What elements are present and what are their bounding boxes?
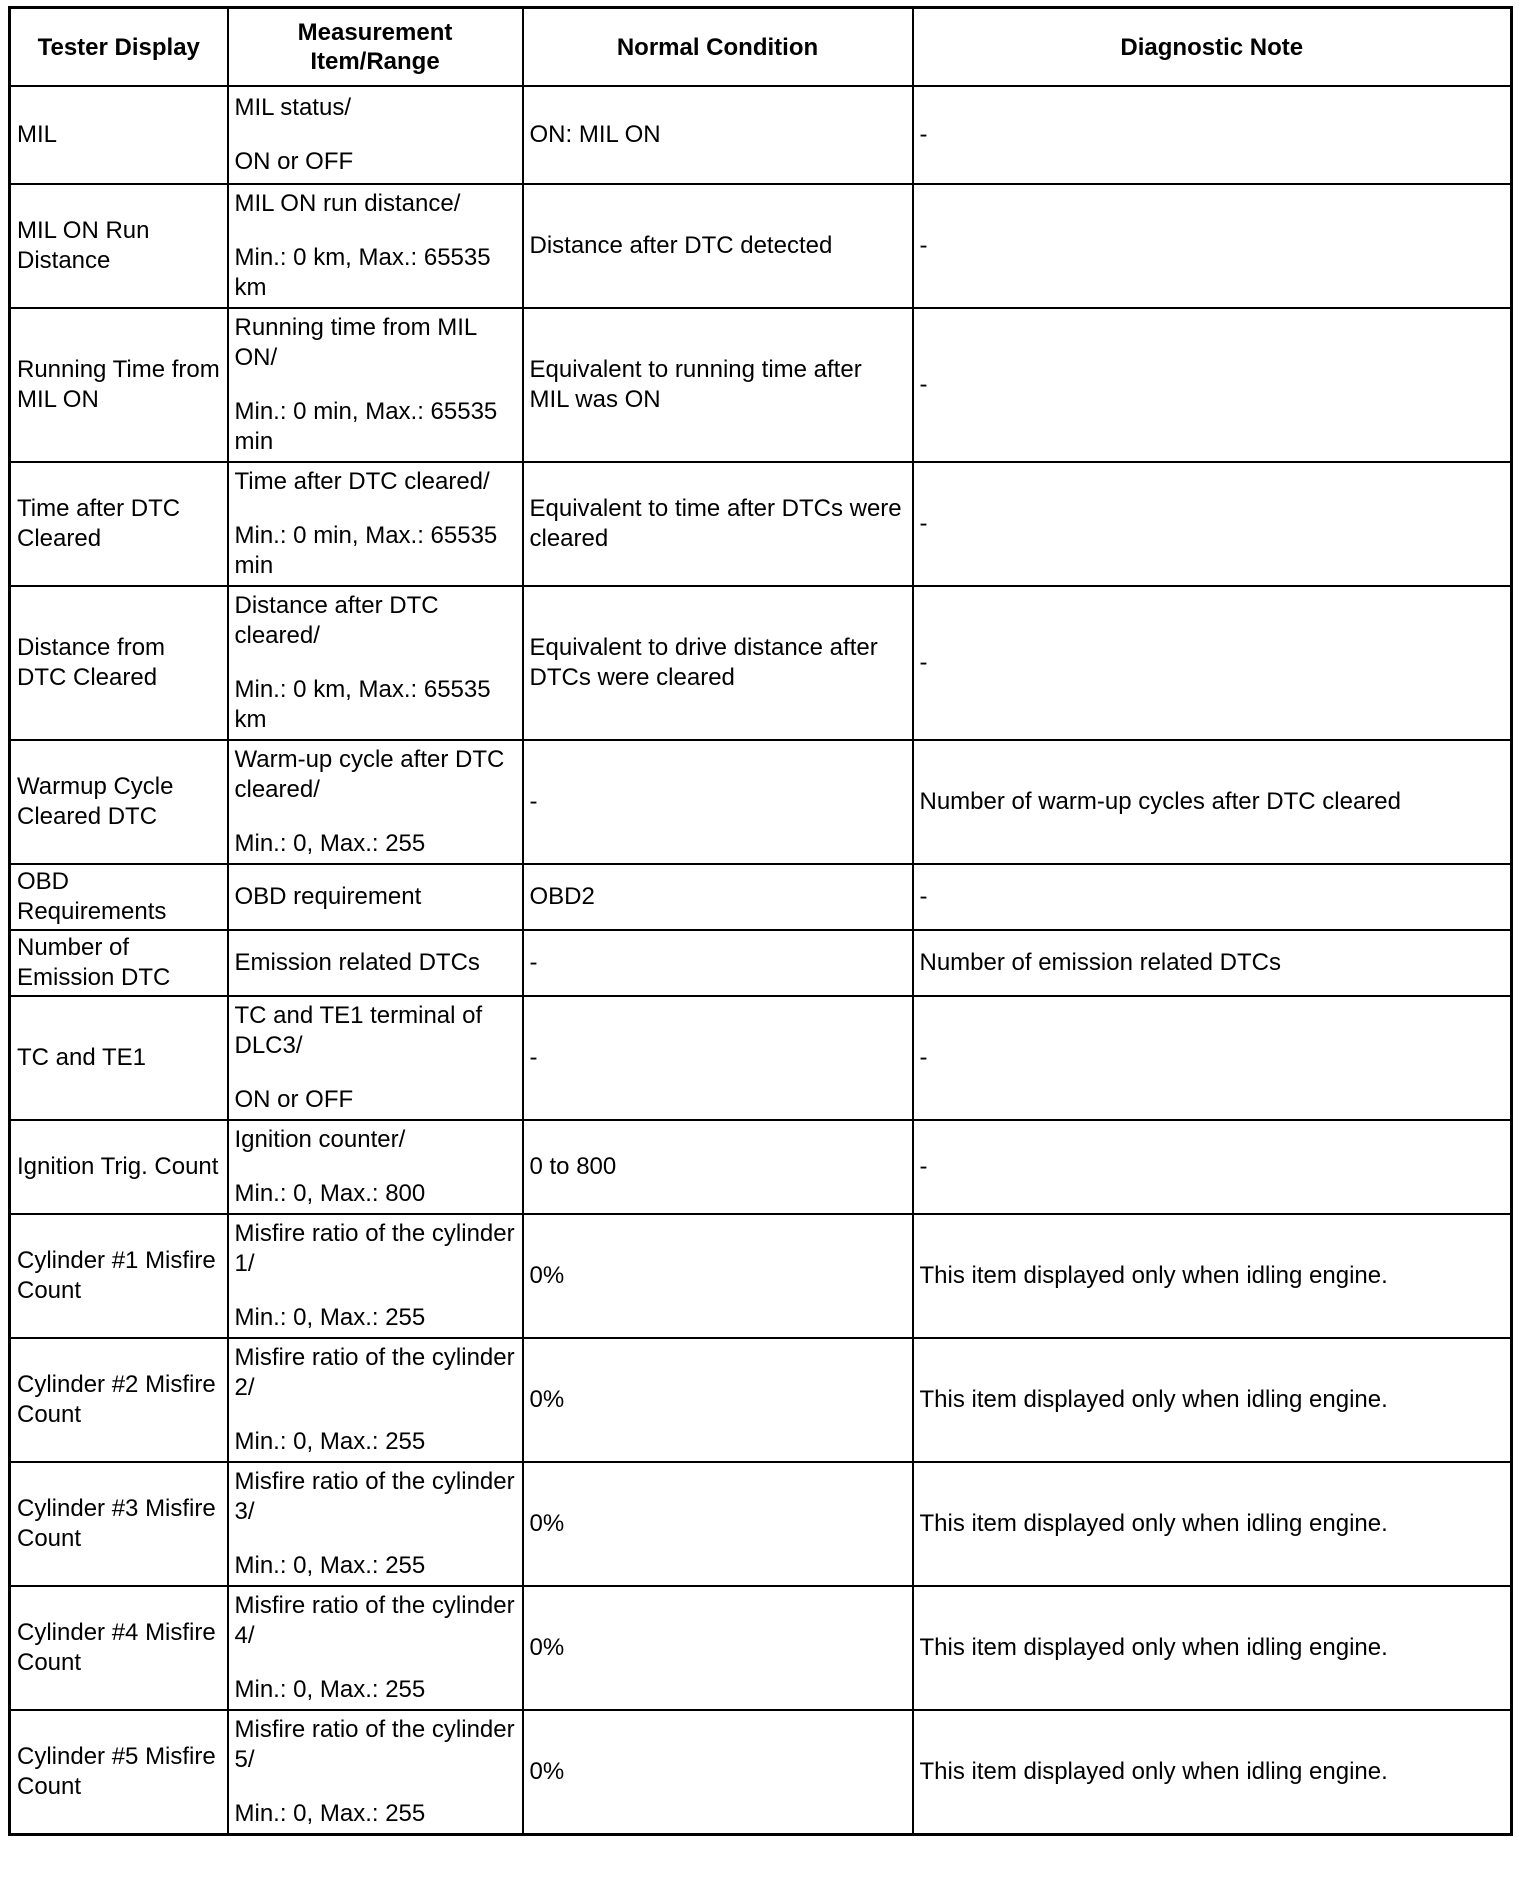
tester-display-cell: MIL ON Run Distance bbox=[10, 184, 228, 308]
tester-display-cell: Cylinder #3 Misfire Count bbox=[10, 1462, 228, 1586]
measurement-item: Ignition counter/ bbox=[234, 1126, 406, 1153]
measurement-cell bbox=[228, 86, 523, 184]
measurement-range: Min.: 0, Max.: 255 bbox=[234, 1676, 426, 1703]
table-row bbox=[10, 1338, 1512, 1462]
tester-display-cell: Time after DTC Cleared bbox=[10, 462, 228, 586]
diagnostic-note-cell: This item displayed only when idling engine. bbox=[913, 1586, 1512, 1710]
header-row bbox=[10, 8, 1512, 87]
measurement-item: MIL ON run distance/ bbox=[234, 190, 461, 217]
tester-display-cell: Distance from DTC Cleared bbox=[10, 586, 228, 740]
measurement-cell bbox=[228, 996, 523, 1120]
measurement-cell bbox=[228, 1214, 523, 1338]
measurement-item: Misfire ratio of the cylinder 5/ bbox=[234, 1716, 515, 1773]
diagnostic-note-cell: - bbox=[913, 864, 1512, 930]
measurement-cell bbox=[228, 930, 523, 996]
tester-display-cell: Ignition Trig. Count bbox=[10, 1120, 228, 1214]
diagnostic-note-cell: - bbox=[913, 308, 1512, 462]
diagnostic-note-cell: - bbox=[913, 86, 1512, 184]
normal-condition-cell: OBD2 bbox=[523, 864, 913, 930]
normal-condition-cell: 0 to 800 bbox=[523, 1120, 913, 1214]
tester-display-cell: TC and TE1 bbox=[10, 996, 228, 1120]
measurement-range: Min.: 0 min, Max.: 65535 min bbox=[234, 522, 498, 579]
tester-display-cell: Cylinder #1 Misfire Count bbox=[10, 1214, 228, 1338]
diagnostic-note-cell: This item displayed only when idling engine. bbox=[913, 1338, 1512, 1462]
measurement-range: Min.: 0, Max.: 800 bbox=[234, 1180, 426, 1207]
normal-condition-cell: 0% bbox=[523, 1338, 913, 1462]
measurement-item: Warm-up cycle after DTC cleared/ bbox=[234, 746, 505, 803]
measurement-range: Min.: 0, Max.: 255 bbox=[234, 1428, 426, 1455]
measurement-cell bbox=[228, 308, 523, 462]
table-row bbox=[10, 1214, 1512, 1338]
diagnostic-note-cell: This item displayed only when idling engine. bbox=[913, 1462, 1512, 1586]
measurement-cell bbox=[228, 462, 523, 586]
table-row bbox=[10, 740, 1512, 864]
measurement-item: Misfire ratio of the cylinder 4/ bbox=[234, 1592, 515, 1649]
normal-condition-cell: 0% bbox=[523, 1462, 913, 1586]
normal-condition-cell: Distance after DTC detected bbox=[523, 184, 913, 308]
table-row bbox=[10, 1120, 1512, 1214]
tester-display-cell: Number of Emission DTC bbox=[10, 930, 228, 996]
diagnostic-note-cell: - bbox=[913, 1120, 1512, 1214]
normal-condition-cell: - bbox=[523, 996, 913, 1120]
table-row bbox=[10, 86, 1512, 184]
measurement-cell bbox=[228, 1710, 523, 1835]
measurement-range: Min.: 0 min, Max.: 65535 min bbox=[234, 398, 498, 455]
measurement-range: Min.: 0, Max.: 255 bbox=[234, 1800, 426, 1827]
tester-display-cell: Cylinder #4 Misfire Count bbox=[10, 1586, 228, 1710]
table-row bbox=[10, 1586, 1512, 1710]
normal-condition-cell: Equivalent to running time after MIL was ON bbox=[523, 308, 913, 462]
table-row bbox=[10, 996, 1512, 1120]
table-row bbox=[10, 1462, 1512, 1586]
measurement-range: Min.: 0, Max.: 255 bbox=[234, 830, 426, 857]
diagnostic-note-cell: This item displayed only when idling engine. bbox=[913, 1710, 1512, 1835]
measurement-cell bbox=[228, 1338, 523, 1462]
header-normal-condition: Normal Condition bbox=[523, 8, 913, 87]
measurement-item: TC and TE1 terminal of DLC3/ bbox=[234, 1002, 483, 1059]
tester-display-cell: Cylinder #2 Misfire Count bbox=[10, 1338, 228, 1462]
measurement-cell bbox=[228, 184, 523, 308]
table-body bbox=[10, 86, 1512, 1835]
measurement-item: Emission related DTCs bbox=[234, 949, 480, 976]
measurement-range: ON or OFF bbox=[234, 148, 354, 175]
header-measurement-item-range: Measurement Item/Range bbox=[228, 8, 523, 87]
normal-condition-cell: 0% bbox=[523, 1214, 913, 1338]
measurement-item: MIL status/ bbox=[234, 94, 351, 121]
measurement-range: Min.: 0 km, Max.: 65535 km bbox=[234, 244, 491, 301]
table-row bbox=[10, 184, 1512, 308]
normal-condition-cell: Equivalent to drive distance after DTCs were cleared bbox=[523, 586, 913, 740]
normal-condition-cell: 0% bbox=[523, 1586, 913, 1710]
tester-display-cell: Warmup Cycle Cleared DTC bbox=[10, 740, 228, 864]
normal-condition-cell: ON: MIL ON bbox=[523, 86, 913, 184]
normal-condition-cell: 0% bbox=[523, 1710, 913, 1835]
table-row bbox=[10, 462, 1512, 586]
measurement-cell bbox=[228, 864, 523, 930]
tester-display-cell: MIL bbox=[10, 86, 228, 184]
normal-condition-cell: - bbox=[523, 740, 913, 864]
table-row bbox=[10, 308, 1512, 462]
measurement-item: Running time from MIL ON/ bbox=[234, 314, 477, 371]
data-list-table bbox=[8, 6, 1513, 1836]
header-diagnostic-note: Diagnostic Note bbox=[913, 8, 1512, 87]
measurement-cell bbox=[228, 740, 523, 864]
measurement-cell bbox=[228, 586, 523, 740]
measurement-cell bbox=[228, 1586, 523, 1710]
normal-condition-cell: - bbox=[523, 930, 913, 996]
tester-display-cell: Running Time from MIL ON bbox=[10, 308, 228, 462]
table-row bbox=[10, 1710, 1512, 1835]
measurement-item: Time after DTC cleared/ bbox=[234, 468, 490, 495]
measurement-item: Misfire ratio of the cylinder 1/ bbox=[234, 1220, 515, 1277]
table-row bbox=[10, 930, 1512, 996]
diagnostic-note-cell: - bbox=[913, 462, 1512, 586]
measurement-range: ON or OFF bbox=[234, 1086, 354, 1113]
normal-condition-cell: Equivalent to time after DTCs were cleared bbox=[523, 462, 913, 586]
tester-display-cell: OBD Requirements bbox=[10, 864, 228, 930]
measurement-range: Min.: 0, Max.: 255 bbox=[234, 1304, 426, 1331]
measurement-cell bbox=[228, 1120, 523, 1214]
diagnostic-note-cell: - bbox=[913, 184, 1512, 308]
table-row bbox=[10, 586, 1512, 740]
diagnostic-note-cell: - bbox=[913, 586, 1512, 740]
table-row bbox=[10, 864, 1512, 930]
measurement-item: Misfire ratio of the cylinder 3/ bbox=[234, 1468, 515, 1525]
measurement-range: Min.: 0 km, Max.: 65535 km bbox=[234, 676, 491, 733]
measurement-cell bbox=[228, 1462, 523, 1586]
diagnostic-note-cell: Number of emission related DTCs bbox=[913, 930, 1512, 996]
diagnostic-note-cell: Number of warm-up cycles after DTC cleared bbox=[913, 740, 1512, 864]
diagnostic-note-cell: - bbox=[913, 996, 1512, 1120]
measurement-range: Min.: 0, Max.: 255 bbox=[234, 1552, 426, 1579]
measurement-item: OBD requirement bbox=[234, 883, 422, 910]
tester-display-cell: Cylinder #5 Misfire Count bbox=[10, 1710, 228, 1835]
measurement-item: Misfire ratio of the cylinder 2/ bbox=[234, 1344, 515, 1401]
header-tester-display: Tester Display bbox=[10, 8, 228, 87]
diagnostic-note-cell: This item displayed only when idling engine. bbox=[913, 1214, 1512, 1338]
measurement-item: Distance after DTC cleared/ bbox=[234, 592, 439, 649]
